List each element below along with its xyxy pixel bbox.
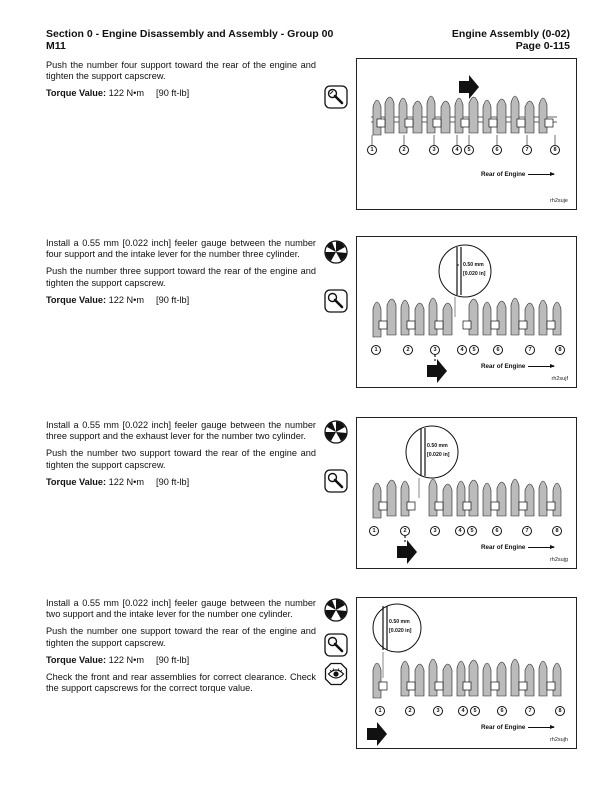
arrow-right-icon <box>528 366 554 367</box>
callout-number: 4 <box>452 145 462 155</box>
callout-number: 6 <box>492 145 502 155</box>
feeler-gauge-icon <box>324 240 348 264</box>
instruction: Install a 0.55 mm [0.022 inch] feeler gauge between the number three support and the exhaust lever for the number two cylinder. <box>46 420 316 442</box>
rocker-lever-drawing <box>357 59 578 211</box>
chapter-title: Engine Assembly (0-02) <box>451 28 570 40</box>
figure-id: rh2suje <box>549 198 568 204</box>
eye-inspect-icon <box>324 662 348 686</box>
callout-number: 5 <box>470 706 480 716</box>
figure-rocker-assembly-3 <box>356 417 577 569</box>
feeler-gauge-icon <box>324 598 348 622</box>
torque-wrench-icon <box>324 633 348 657</box>
figure-rocker-assembly-2 <box>356 236 577 388</box>
callout-number: 3 <box>433 706 443 716</box>
callout-number: 6 <box>497 706 507 716</box>
rear-of-engine-label: Rear of Engine <box>481 724 554 731</box>
callout-number: 8 <box>555 345 565 355</box>
callout-number: 3 <box>429 145 439 155</box>
callout-number: 8 <box>552 526 562 536</box>
callout-number: 1 <box>369 526 379 536</box>
callout-number: 6 <box>492 526 502 536</box>
callout-number: 7 <box>525 706 535 716</box>
figure-id: rh2sujh <box>549 737 568 743</box>
callout-number: 7 <box>525 345 535 355</box>
torque-spec: Torque Value: 122 N•m [90 ft-lb] <box>46 88 190 99</box>
instruction: Install a 0.55 mm [0.022 inch] feeler gauge between the number four support and the intake lever for the number three cylinder. <box>46 238 316 260</box>
callout-number: 2 <box>405 706 415 716</box>
step-1 <box>46 60 316 106</box>
callout-number: 5 <box>469 345 479 355</box>
feeler-gauge-callout: 0.50 mm [0.020 in] <box>463 262 486 277</box>
feeler-gauge-icon <box>324 420 348 444</box>
callout-number: 1 <box>371 345 381 355</box>
page-number: Page 0-115 <box>515 40 570 52</box>
feeler-gauge-callout: 0.50 mm [0.020 in] <box>427 443 450 458</box>
callout-number: 2 <box>399 145 409 155</box>
callout-number: 1 <box>375 706 385 716</box>
callout-number: 7 <box>522 526 532 536</box>
torque-spec: Torque Value: 122 N•m [90 ft-lb] <box>46 476 190 487</box>
callout-number: 5 <box>467 526 477 536</box>
rear-of-engine-label: Rear of Engine <box>481 544 554 551</box>
final-check-note: Check the front and rear assemblies for correct clearance. Check the support capscrews for the correct torque value. <box>46 672 316 694</box>
instruction: Push the number two support toward the rear of the engine and tighten the support capscrew. <box>46 448 316 470</box>
rear-of-engine-label: Rear of Engine <box>481 363 554 370</box>
instruction: Install a 0.55 mm [0.022 inch] feeler gauge between the number two support and the intake lever for the number one cylinder. <box>46 598 316 620</box>
figure-id: rh2sujg <box>549 557 568 563</box>
callout-number: 8 <box>550 145 560 155</box>
torque-spec: Torque Value: 122 N•m [90 ft-lb] <box>46 654 190 665</box>
instruction: Push the number one support toward the rear of the engine and tighten the support capscrew. <box>46 626 316 648</box>
torque-spec: Torque Value: 122 N•m [90 ft-lb] <box>46 294 190 305</box>
arrow-right-icon <box>528 727 554 728</box>
callout-number: 3 <box>430 526 440 536</box>
arrow-right-icon <box>528 547 554 548</box>
torque-wrench-icon <box>324 85 348 109</box>
callout-number: 2 <box>400 526 410 536</box>
engine-model: M11 <box>46 40 66 52</box>
arrow-right-icon <box>528 174 554 175</box>
feeler-gauge-callout: 0.50 mm [0.020 in] <box>389 619 412 634</box>
callout-number: 5 <box>464 145 474 155</box>
section-title: Section 0 - Engine Disassembly and Assembly - Group 00 <box>46 28 334 40</box>
callout-number: 2 <box>403 345 413 355</box>
step-3 <box>46 420 316 494</box>
figure-rocker-assembly-4 <box>356 597 577 749</box>
instruction: Push the number four support toward the rear of the engine and tighten the support capscrew. <box>46 60 316 82</box>
callout-number: 7 <box>522 145 532 155</box>
section-header <box>46 28 333 52</box>
instruction: Push the number three support toward the rear of the engine and tighten the support capscrew. <box>46 266 316 288</box>
callout-number: 6 <box>493 345 503 355</box>
step-4 <box>46 598 316 700</box>
torque-wrench-icon <box>324 289 348 313</box>
callout-number: 4 <box>455 526 465 536</box>
page-header <box>452 28 570 52</box>
callout-number: 8 <box>555 706 565 716</box>
callout-number: 3 <box>430 345 440 355</box>
figure-id: rh2sujf <box>551 376 568 382</box>
callout-number: 1 <box>367 145 377 155</box>
step-2 <box>46 238 316 312</box>
figure-rocker-assembly-1 <box>356 58 577 210</box>
rear-of-engine-label: Rear of Engine <box>481 171 554 178</box>
callout-number: 4 <box>458 706 468 716</box>
callout-number: 4 <box>457 345 467 355</box>
torque-wrench-icon <box>324 469 348 493</box>
